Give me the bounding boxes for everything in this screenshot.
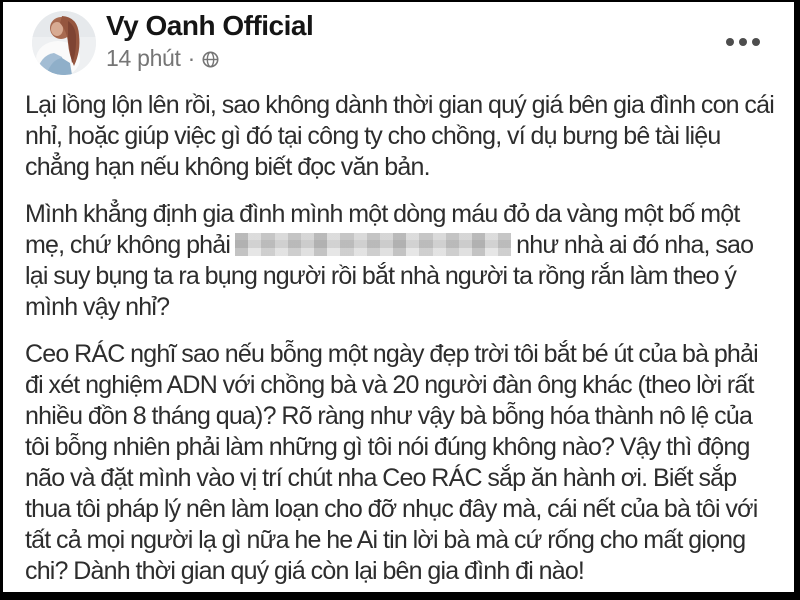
avatar[interactable] (32, 11, 96, 75)
post-paragraph-3: Ceo RÁC nghĩ sao nếu bỗng một ngày đẹp trời tôi bắt bé út của bà phải đi xét nghiệm ADN với chồng bà và 20 người đàn ông khác (theo lời rất nhiều đồn 8 tháng qua)? Rõ ràng như vậy bà bỗng hóa thành nô lệ của tôi bỗng nhiên phải làm những gì tôi nói đúng không nào? Vậy thì động não và đặt mình vào vị trí chút nha Ceo RÁC sắp ăn hành ơi. Biết sắp thua tôi pháp lý nên làm loạn cho đỡ nhục đây mà, cái nết của bà tôi với tất cả mọi người lạ gì nữa he he Ai tin lời bà mà cứ rống cho mất giọng chi? Dành thời gian quý giá còn lại bên gia đình đi nào! (25, 340, 758, 585)
ellipsis-dot (739, 38, 747, 46)
ellipsis-dot (726, 38, 734, 46)
globe-icon (202, 51, 219, 68)
ellipsis-dot (752, 38, 760, 46)
post-paragraph-1: Lại lồng lộn lên rồi, sao không dành thời gian quý giá bên gia đình con cái nhỉ, hoặc giúp việc gì đó tại công ty cho chồng, ví dụ bưng bê tài liệu chẳng hạn nếu không biết đọc văn bản. (25, 91, 774, 181)
post-header-text (106, 11, 313, 72)
avatar-image (32, 11, 96, 75)
pixelated-redaction (235, 233, 511, 256)
ellipsis-menu-button[interactable] (720, 32, 766, 52)
meta-separator: · (187, 45, 195, 71)
timestamp[interactable]: 14 phút (106, 45, 181, 71)
post-header (3, 2, 794, 82)
post-paragraph-2 (25, 199, 774, 323)
post-meta (106, 45, 313, 72)
post-body (3, 82, 794, 587)
paragraph-2-text-after: như nhà ai đó nha, sao lại suy bụng ta ra bụng người rồi bắt nhà người ta rồng rắn làm theo ý mình vậy nhỉ? (25, 231, 754, 321)
paragraph-2-text-before: Mình khẳng định gia đình mình một dòng máu đỏ da vàng một bố một mẹ, chứ không phải (25, 200, 740, 259)
author-name[interactable]: Vy Oanh Official (106, 10, 314, 41)
